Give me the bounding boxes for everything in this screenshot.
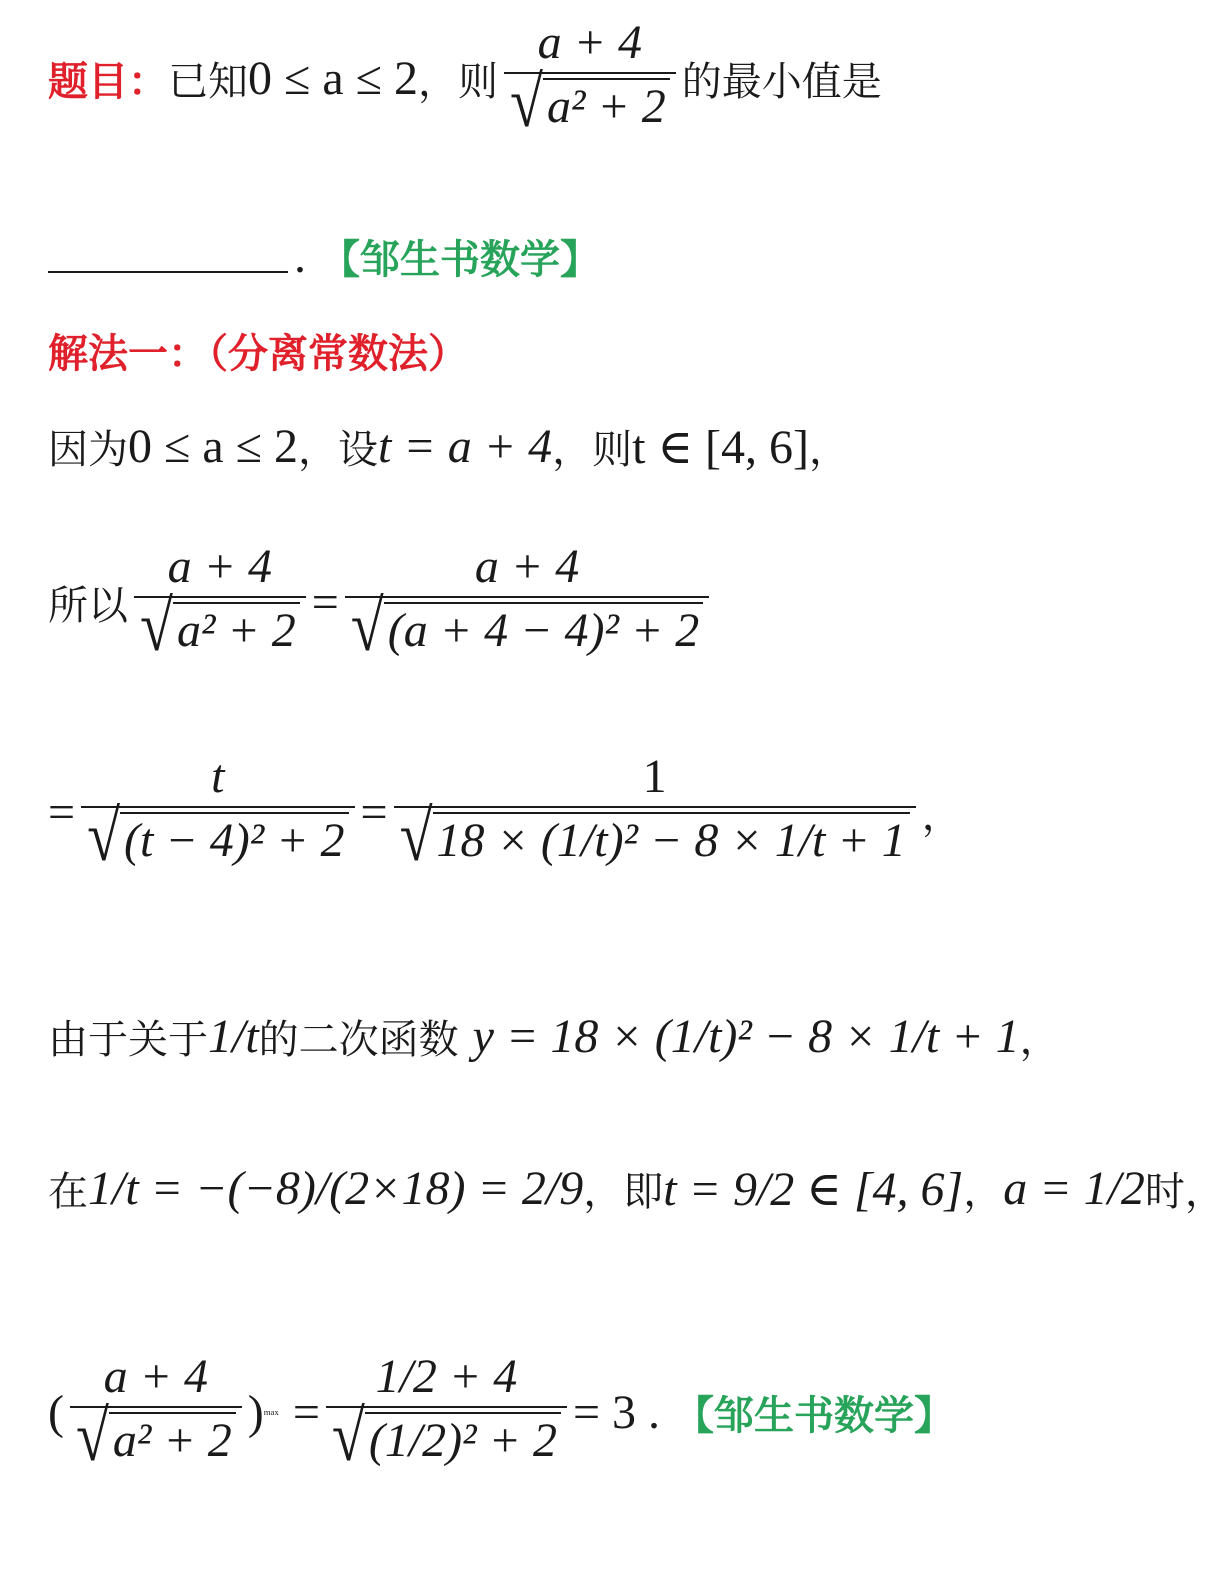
step2-lhs-fraction: a + 4 √ a² + 2 — [134, 542, 306, 662]
step1-substitution: t = a + 4 — [378, 420, 553, 473]
step1-range: t ∈ [4, 6] — [632, 420, 809, 474]
step5-a-value: a = 1/2 — [1003, 1162, 1145, 1215]
problem-fraction — [504, 16, 676, 142]
step1-set: ，设 — [298, 427, 378, 473]
step-3: = t √ (t − 4)² + 2 = 1 √ 18 × (1/t)² − 8 × 1/t + 1 ， — [48, 750, 962, 876]
step6-max-sub: max — [263, 1407, 279, 1418]
problem-text-then: ，则 — [418, 58, 498, 105]
step1-end: ， — [808, 427, 849, 473]
step-5: 在 1/t = −(−8)/(2×18) = 2/9 ，即 t = 9/2 ∈ [4, 6] ， a = 1/2 时， — [48, 1162, 1225, 1216]
step-6: ( a + 4 √ a² + 2 ) max = 1/2 + 4 √ (1/2)² + 2 = 3 . 【邹生书数学】 — [48, 1350, 955, 1476]
step2-so: 所以 — [48, 582, 128, 629]
problem-condition: 0 ≤ a ≤ 2 — [248, 51, 418, 105]
problem-label: 题目： — [48, 58, 168, 105]
step5-t-value: t = 9/2 ∈ [4, 6] — [663, 1162, 964, 1216]
answer-period: . — [294, 230, 306, 283]
step6-rhs-fraction: 1/2 + 4 √ (1/2)² + 2 — [326, 1352, 567, 1472]
step4-function: y = 18 × (1/t)² − 8 × 1/t + 1 — [472, 1010, 1020, 1063]
problem-frac-den: √ a² + 2 — [504, 74, 676, 138]
step-1 — [48, 418, 849, 475]
method-title: 解法一：（分离常数法） — [48, 331, 468, 377]
step6-lhs-fraction: a + 4 √ a² + 2 — [70, 1352, 242, 1472]
step-2: 所以 a + 4 √ a² + 2 = a + 4 √ (a + 4 − 4)² + 2 — [48, 542, 715, 662]
brand-label-2: 【邹生书数学】 — [674, 1392, 955, 1439]
step1-condition: 0 ≤ a ≤ 2 — [128, 420, 298, 473]
step4-var: 1/t — [208, 1010, 259, 1063]
step-4: 由于关于 1/t 的二次函数 y = 18 × (1/t)² − 8 × 1/t + 1 ， — [48, 1010, 1060, 1063]
answer-line — [48, 228, 600, 285]
answer-blank[interactable] — [48, 241, 288, 273]
problem-frac-num: a + 4 — [537, 16, 643, 69]
problem-text-before: 已知 — [168, 58, 248, 105]
method-title-row — [48, 322, 468, 379]
problem-line — [48, 16, 882, 142]
step2-rhs-fraction: a + 4 √ (a + 4 − 4)² + 2 — [345, 542, 709, 662]
step6-result: = 3 . — [572, 1385, 661, 1439]
step3-fraction-t: t √ (t − 4)² + 2 — [81, 752, 354, 872]
step5-vertex: 1/t = −(−8)/(2×18) = 2/9 — [88, 1162, 584, 1215]
step1-because: 因为 — [48, 427, 128, 473]
problem-text-after: 的最小值是 — [681, 58, 882, 105]
step1-then: ，则 — [552, 427, 633, 473]
brand-label: 【邹生书数学】 — [320, 237, 600, 283]
step3-fraction-1: 1 √ 18 × (1/t)² − 8 × 1/t + 1 — [394, 752, 916, 872]
